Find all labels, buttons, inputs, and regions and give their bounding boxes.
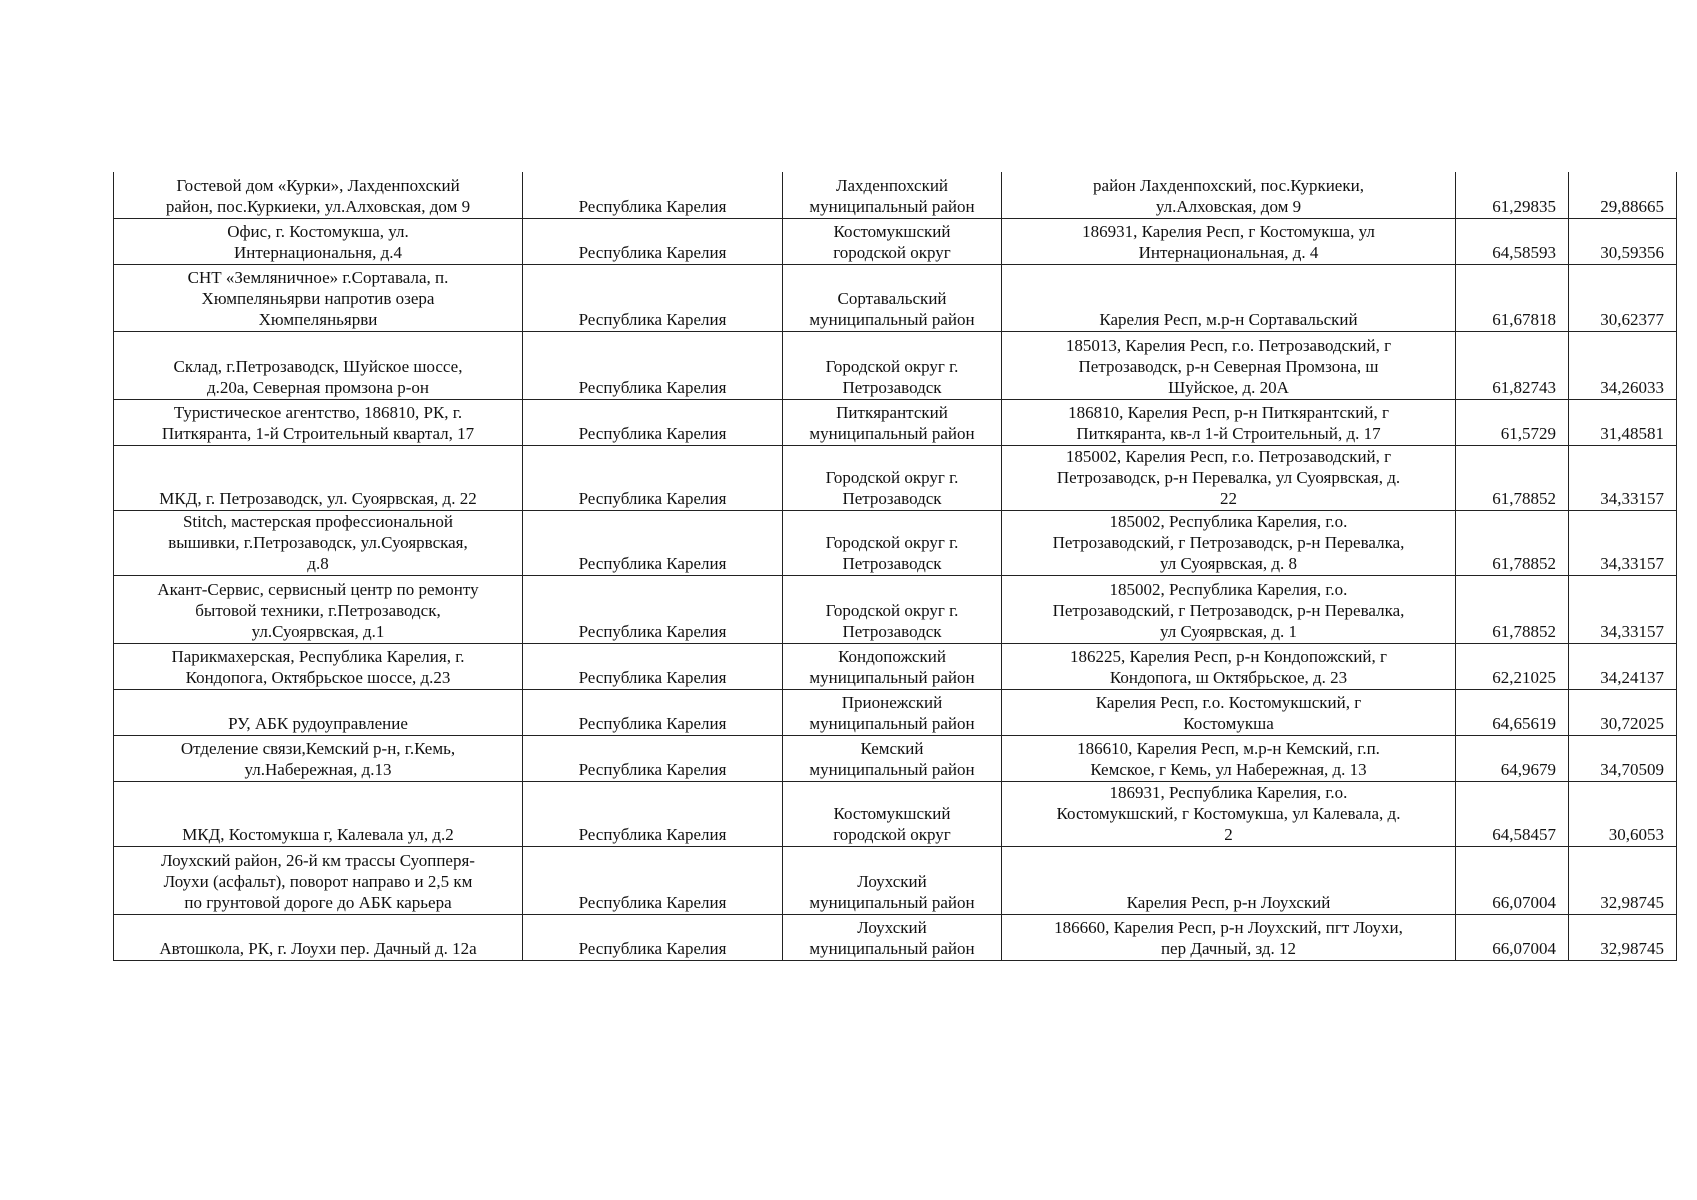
subject-cell: Республика Карелия bbox=[523, 575, 783, 643]
object-cell: Туристическое агентство, 186810, РК, г. Питкяранта, 1-й Строительный квартал, 17 bbox=[114, 399, 523, 445]
table-row bbox=[114, 643, 1677, 689]
municipality-cell: Кемский муниципальный район bbox=[783, 735, 1002, 781]
object-cell: Stitch, мастерская профессиональной вышивки, г.Петрозаводск, ул.Суоярвская, д.8 bbox=[114, 510, 523, 575]
latitude-cell: 61,78852 bbox=[1456, 510, 1569, 575]
longitude-cell: 30,62377 bbox=[1569, 264, 1677, 331]
table-row bbox=[114, 735, 1677, 781]
table-row bbox=[114, 264, 1677, 331]
subject-cell: Республика Карелия bbox=[523, 331, 783, 399]
table-row bbox=[114, 510, 1677, 575]
latitude-cell: 61,78852 bbox=[1456, 445, 1569, 510]
address-cell: 186660, Карелия Респ, р-н Лоухский, пгт Лоухи, пер Дачный, зд. 12 bbox=[1002, 914, 1456, 960]
table-row bbox=[114, 914, 1677, 960]
subject-cell: Республика Карелия bbox=[523, 445, 783, 510]
object-cell: Офис, г. Костомукша, ул. Интернациональня, д.4 bbox=[114, 218, 523, 264]
address-cell: 186931, Республика Карелия, г.о. Костомукшский, г Костомукша, ул Калевала, д. 2 bbox=[1002, 781, 1456, 846]
object-cell: СНТ «Земляничное» г.Сортавала, п. Хюмпеляньярви напротив озера Хюмпеляньярви bbox=[114, 264, 523, 331]
address-cell: 185002, Карелия Респ, г.о. Петрозаводский, г Петрозаводск, р-н Перевалка, ул Суоярвская, д. 22 bbox=[1002, 445, 1456, 510]
municipality-cell: Сортавальский муниципальный район bbox=[783, 264, 1002, 331]
object-cell: МКД, г. Петрозаводск, ул. Суоярвская, д. 22 bbox=[114, 445, 523, 510]
longitude-cell: 29,88665 bbox=[1569, 172, 1677, 218]
address-cell: 185013, Карелия Респ, г.о. Петрозаводский, г Петрозаводск, р-н Северная Промзона, ш Шуйское, д. 20А bbox=[1002, 331, 1456, 399]
object-cell: Лоухский район, 26-й км трассы Суопперя- Лоухи (асфальт), поворот направо и 2,5 км по грунтовой дороге до АБК карьера bbox=[114, 846, 523, 914]
municipality-cell: Лахденпохский муниципальный район bbox=[783, 172, 1002, 218]
longitude-cell: 34,33157 bbox=[1569, 575, 1677, 643]
subject-cell: Республика Карелия bbox=[523, 172, 783, 218]
address-cell: 186225, Карелия Респ, р-н Кондопожский, г Кондопога, ш Октябрьское, д. 23 bbox=[1002, 643, 1456, 689]
municipality-cell: Костомукшский городской округ bbox=[783, 218, 1002, 264]
object-cell: РУ, АБК рудоуправление bbox=[114, 689, 523, 735]
longitude-cell: 32,98745 bbox=[1569, 914, 1677, 960]
subject-cell: Республика Карелия bbox=[523, 689, 783, 735]
longitude-cell: 31,48581 bbox=[1569, 399, 1677, 445]
subject-cell: Республика Карелия bbox=[523, 914, 783, 960]
address-cell: 186810, Карелия Респ, р-н Питкярантский, г Питкяранта, кв-л 1-й Строительный, д. 17 bbox=[1002, 399, 1456, 445]
table-body bbox=[114, 172, 1677, 960]
latitude-cell: 62,21025 bbox=[1456, 643, 1569, 689]
longitude-cell: 30,72025 bbox=[1569, 689, 1677, 735]
object-cell: Парикмахерская, Республика Карелия, г. Кондопога, Октябрьское шоссе, д.23 bbox=[114, 643, 523, 689]
address-cell: 186931, Карелия Респ, г Костомукша, ул Интернациональная, д. 4 bbox=[1002, 218, 1456, 264]
table-row bbox=[114, 399, 1677, 445]
table-row bbox=[114, 445, 1677, 510]
latitude-cell: 64,58457 bbox=[1456, 781, 1569, 846]
object-cell: Акант-Сервис, сервисный центр по ремонту бытовой техники, г.Петрозаводск, ул.Суоярвская, д.1 bbox=[114, 575, 523, 643]
municipality-cell: Городской округ г. Петрозаводск bbox=[783, 331, 1002, 399]
address-cell: 185002, Республика Карелия, г.о. Петрозаводский, г Петрозаводск, р-н Перевалка, ул Суоярвская, д. 8 bbox=[1002, 510, 1456, 575]
object-cell: Отделение связи,Кемский р-н, г.Кемь, ул.Набережная, д.13 bbox=[114, 735, 523, 781]
table-row bbox=[114, 575, 1677, 643]
longitude-cell: 34,24137 bbox=[1569, 643, 1677, 689]
table-row bbox=[114, 331, 1677, 399]
object-cell: Склад, г.Петрозаводск, Шуйское шоссе, д.20а, Северная промзона р-он bbox=[114, 331, 523, 399]
object-cell: Автошкола, РК, г. Лоухи пер. Дачный д. 12а bbox=[114, 914, 523, 960]
longitude-cell: 34,33157 bbox=[1569, 445, 1677, 510]
latitude-cell: 64,65619 bbox=[1456, 689, 1569, 735]
latitude-cell: 66,07004 bbox=[1456, 846, 1569, 914]
table-row bbox=[114, 172, 1677, 218]
municipality-cell: Кондопожский муниципальный район bbox=[783, 643, 1002, 689]
objects-table bbox=[113, 172, 1677, 961]
table-row bbox=[114, 689, 1677, 735]
latitude-cell: 61,67818 bbox=[1456, 264, 1569, 331]
subject-cell: Республика Карелия bbox=[523, 510, 783, 575]
municipality-cell: Городской округ г. Петрозаводск bbox=[783, 575, 1002, 643]
address-cell: Карелия Респ, р-н Лоухский bbox=[1002, 846, 1456, 914]
subject-cell: Республика Карелия bbox=[523, 735, 783, 781]
longitude-cell: 30,59356 bbox=[1569, 218, 1677, 264]
latitude-cell: 61,5729 bbox=[1456, 399, 1569, 445]
municipality-cell: Лоухский муниципальный район bbox=[783, 914, 1002, 960]
latitude-cell: 61,82743 bbox=[1456, 331, 1569, 399]
subject-cell: Республика Карелия bbox=[523, 218, 783, 264]
address-cell: Карелия Респ, м.р-н Сортавальский bbox=[1002, 264, 1456, 331]
municipality-cell: Питкярантский муниципальный район bbox=[783, 399, 1002, 445]
longitude-cell: 34,33157 bbox=[1569, 510, 1677, 575]
subject-cell: Республика Карелия bbox=[523, 781, 783, 846]
longitude-cell: 34,26033 bbox=[1569, 331, 1677, 399]
latitude-cell: 66,07004 bbox=[1456, 914, 1569, 960]
object-cell: Гостевой дом «Курки», Лахденпохский район, пос.Куркиеки, ул.Алховская, дом 9 bbox=[114, 172, 523, 218]
latitude-cell: 61,78852 bbox=[1456, 575, 1569, 643]
address-cell: район Лахденпохский, пос.Куркиеки, ул.Алховская, дом 9 bbox=[1002, 172, 1456, 218]
latitude-cell: 64,58593 bbox=[1456, 218, 1569, 264]
municipality-cell: Лоухский муниципальный район bbox=[783, 846, 1002, 914]
address-cell: Карелия Респ, г.о. Костомукшский, г Костомукша bbox=[1002, 689, 1456, 735]
municipality-cell: Городской округ г. Петрозаводск bbox=[783, 510, 1002, 575]
subject-cell: Республика Карелия bbox=[523, 399, 783, 445]
object-cell: МКД, Костомукша г, Калевала ул, д.2 bbox=[114, 781, 523, 846]
subject-cell: Республика Карелия bbox=[523, 643, 783, 689]
address-cell: 185002, Республика Карелия, г.о. Петрозаводский, г Петрозаводск, р-н Перевалка, ул Суоярвская, д. 1 bbox=[1002, 575, 1456, 643]
subject-cell: Республика Карелия bbox=[523, 846, 783, 914]
municipality-cell: Прионежский муниципальный район bbox=[783, 689, 1002, 735]
subject-cell: Республика Карелия bbox=[523, 264, 783, 331]
latitude-cell: 61,29835 bbox=[1456, 172, 1569, 218]
latitude-cell: 64,9679 bbox=[1456, 735, 1569, 781]
table-row bbox=[114, 781, 1677, 846]
longitude-cell: 32,98745 bbox=[1569, 846, 1677, 914]
longitude-cell: 30,6053 bbox=[1569, 781, 1677, 846]
municipality-cell: Городской округ г. Петрозаводск bbox=[783, 445, 1002, 510]
address-cell: 186610, Карелия Респ, м.р-н Кемский, г.п. Кемское, г Кемь, ул Набережная, д. 13 bbox=[1002, 735, 1456, 781]
longitude-cell: 34,70509 bbox=[1569, 735, 1677, 781]
table-row bbox=[114, 218, 1677, 264]
table-row bbox=[114, 846, 1677, 914]
municipality-cell: Костомукшский городской округ bbox=[783, 781, 1002, 846]
